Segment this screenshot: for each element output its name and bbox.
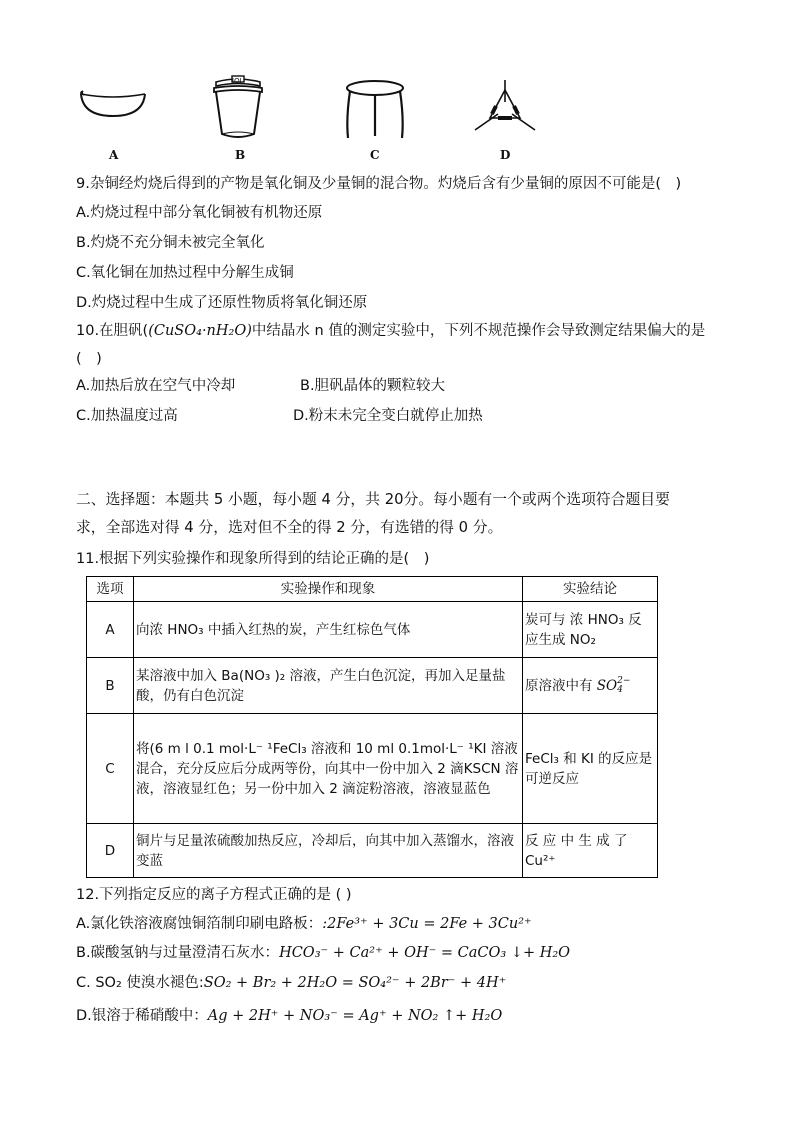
q12-option-d [76, 1006, 502, 1026]
q9-option-c: C.氧化铜在加热过程中分解生成铜 [76, 265, 294, 281]
header-operation: 实验操作和现象 [134, 577, 523, 602]
row-b-formula: SO [596, 677, 618, 694]
q12-option-d-equation: Ag + 2H⁺ + NO₃⁻ = Ag⁺ + NO₂ ↑+ H₂O [207, 1008, 503, 1024]
table-header-row [87, 577, 658, 602]
section2-line1: 二、选择题：本题共 5 小题，每小题 4 分，共 20分。每小题有一个或两个选项符合题目要 [76, 491, 670, 508]
q10-option-a: A.加热后放在空气中冷却 [76, 378, 236, 394]
q12-option-a [76, 914, 532, 934]
row-b-option: B [87, 658, 134, 714]
crucible-lid-mark: IOI [232, 77, 242, 85]
q11-table [86, 576, 658, 878]
q10-formula: (CuSO₄·nH₂O) [148, 323, 252, 339]
header-conclusion: 实验结论 [523, 577, 658, 602]
label-c: C [370, 148, 380, 162]
tripod-figure [340, 78, 410, 143]
row-c-operation: 将(6 m l 0.1 mol·L⁻ ¹FeCl₃ 溶液和 10 ml 0.1mol·L⁻ ¹KI 溶液混合，充分反应后分成两等份，向其中一份中加入 2 滴KSCN 溶液，溶液显红色；另一份中加入 2 滴淀粉溶液，溶液显蓝色 [134, 714, 523, 824]
row-b-formula-index: 4 [617, 684, 623, 695]
q10-option-c: C.加热温度过高 [76, 408, 178, 424]
row-d-operation: 铜片与足量浓硫酸加热反应，冷却后，向其中加入蒸馏水，溶液变蓝 [134, 824, 523, 878]
clay-triangle-figure [470, 78, 540, 138]
row-d-option: D [87, 824, 134, 878]
q9-option-a: A.灼烧过程中部分氧化铜被有机物还原 [76, 205, 323, 221]
row-b-operation: 某溶液中加入 Ba(NO₃ )₂ 溶液，产生白色沉淀，再加入足量盐酸，仍有白色沉淀 [134, 658, 523, 714]
header-option: 选项 [87, 577, 134, 602]
table-row [87, 714, 658, 824]
q11-stem: 11.根据下列实验操作和现象所得到的结论正确的是( ) [76, 551, 430, 567]
q12-option-c [76, 973, 506, 993]
q10-stem [76, 321, 705, 341]
row-c-conclusion: FeCl₃ 和 KI 的反应是可逆反应 [523, 714, 658, 824]
table-row [87, 824, 658, 878]
row-b-formula-charge: 2− [617, 675, 631, 686]
label-b: B [235, 148, 246, 162]
q12-option-b [76, 943, 570, 963]
q10-option-b: B.胆矾晶体的颗粒较大 [300, 378, 446, 394]
q12-option-c-prefix: C. SO₂ 使溴水褪色: [76, 975, 204, 991]
row-a-option: A [87, 602, 134, 658]
q12-option-d-prefix: D.银溶于稀硝酸中： [76, 1008, 208, 1024]
row-a-conclusion: 炭可与 浓 HNO₃ 反应生成 NO₂ [523, 602, 658, 658]
q10-stem-b: 中结晶水 n 值的测定实验中，下列不规范操作会导致测定结果偏大的是 [251, 323, 706, 339]
label-d: D [500, 148, 511, 162]
label-a: A [109, 148, 119, 162]
row-b-conclusion [523, 658, 658, 714]
row-c-option: C [87, 714, 134, 824]
section2-line2: 求，全部选对得 4 分，选对但不全的得 2 分，有选错的得 0 分。 [76, 519, 503, 536]
q12-option-b-prefix: B.碳酸氢钠与过量澄清石灰水： [76, 945, 280, 961]
q12-option-a-prefix: A.氯化铁溶液腐蚀铜箔制印刷电路板： [76, 916, 323, 932]
row-d-conclusion: 反 应 中 生 成 了 Cu²⁺ [523, 824, 658, 878]
q12-stem: 12.下列指定反应的离子方程式正确的是 ( ) [76, 887, 352, 903]
q10-stem-paren: ( ) [76, 351, 102, 367]
q12-option-b-equation: HCO₃⁻ + Ca²⁺ + OH⁻ = CaCO₃ ↓+ H₂O [279, 945, 571, 961]
table-row [87, 602, 658, 658]
row-b-conclusion-text: 原溶液中有 [525, 677, 597, 694]
q9-option-b: B.灼烧不充分铜未被完全氧化 [76, 235, 265, 251]
row-a-operation: 向浓 HNO₃ 中插入红热的炭，产生红棕色气体 [134, 602, 523, 658]
q9-stem: 9.杂铜经灼烧后得到的产物是氧化铜及少量铜的混合物。灼烧后含有少量铜的原因不可能是( ) [76, 176, 682, 192]
q10-option-d: D.粉末未完全变白就停止加热 [293, 408, 483, 424]
q9-option-d: D.灼烧过程中生成了还原性物质将氧化铜还原 [76, 295, 368, 311]
table-row [87, 658, 658, 714]
q12-option-a-equation: :2Fe³⁺ + 3Cu = 2Fe + 3Cu²⁺ [322, 916, 532, 932]
q12-option-c-equation: SO₂ + Br₂ + 2H₂O = SO₄²⁻ + 2Br⁻ + 4H⁺ [203, 975, 507, 991]
q10-stem-a: 10.在胆矾( [76, 323, 149, 339]
evaporating-dish-figure [78, 78, 148, 118]
